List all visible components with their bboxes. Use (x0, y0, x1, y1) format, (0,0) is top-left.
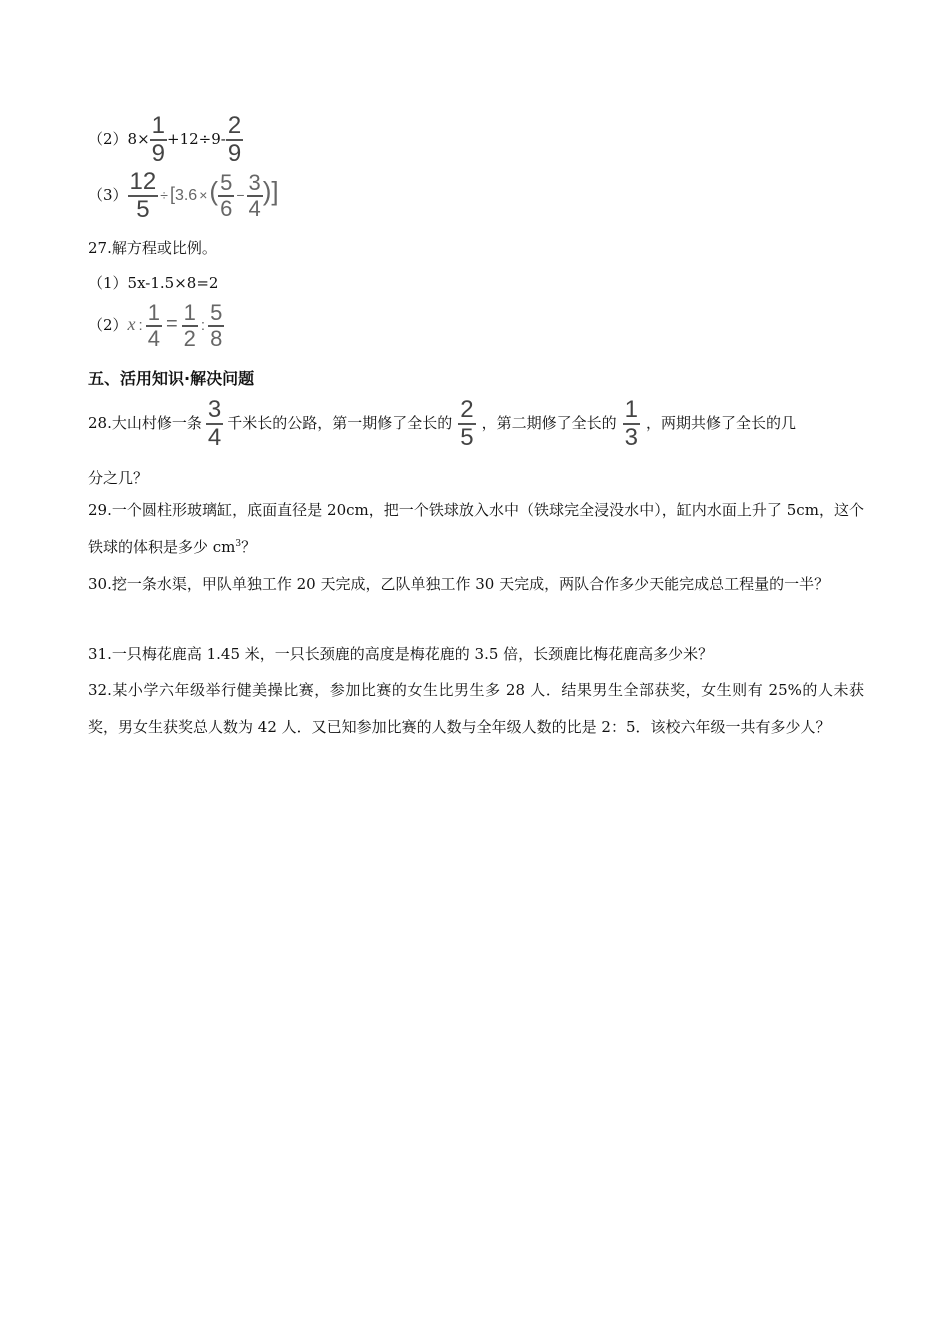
fraction (218, 172, 234, 220)
ratio-colon: : (200, 317, 206, 334)
q28-line1 (88, 398, 796, 450)
item-number: （2） (88, 130, 128, 148)
numerator: 1 (624, 396, 638, 423)
item-number: （2） (88, 316, 128, 334)
numerator: 5 (220, 170, 233, 195)
expression-text: +12÷9- (167, 130, 226, 148)
denominator: 8 (210, 326, 223, 351)
question-text: ？ (241, 538, 257, 556)
denominator: 4 (248, 196, 261, 221)
question-text: ，第二期修了全长的 (481, 414, 617, 432)
numerator: 3 (248, 170, 261, 195)
question-text: 29.一个圆柱形玻璃缸，底面直径是 20cm，把一个铁球放入水中（铁球完全浸没水中），缸内水面上升了 5cm，这个铁球的体积是多少 cm (88, 501, 864, 556)
denominator: 4 (207, 424, 222, 451)
q31: 31.一只梅花鹿高 1.45 米，一只长颈鹿的高度是梅花鹿的 3.5 倍，长颈鹿比梅花鹿高多少米？ (88, 645, 714, 663)
q26-part2 (88, 114, 243, 166)
operator: ÷ (160, 187, 168, 203)
q27-part1: （1）5x-1.5×8=2 (88, 274, 219, 292)
numerator: 1 (183, 300, 196, 325)
q26-part3 (88, 170, 279, 222)
denominator: 2 (183, 326, 196, 351)
fraction (146, 302, 162, 350)
q30: 30.挖一条水渠，甲队单独工作 20 天完成，乙队单独工作 30 天完成，两队合作多少天能完成总工程量的一半？ (88, 575, 830, 593)
fraction (458, 398, 475, 450)
q32: 32.某小学六年级举行健美操比赛，参加比赛的女生比男生多 28 人．结果男生全部获奖，女生则有 25%的人未获奖，男女生获奖总人数为 42 人．又已知参加比赛的人数与全年级人数的比是 2：5．该校六年级一共有多少人？ (88, 681, 864, 736)
operator: − (236, 187, 245, 203)
q28-line2: 分之几？ (88, 469, 149, 487)
denominator: 9 (151, 140, 166, 167)
equals-sign: = (165, 313, 178, 335)
fraction (128, 170, 159, 222)
denominator: 6 (220, 196, 233, 221)
fraction (623, 398, 640, 450)
fraction (206, 398, 223, 450)
fraction (182, 302, 198, 350)
closing-brackets: )] (262, 176, 279, 206)
question-text: 28.大山村修一条 (88, 414, 202, 432)
numerator: 1 (151, 112, 166, 139)
operator: × (199, 187, 208, 203)
question-text: 千米长的公路，第一期修了全长的 (227, 414, 453, 432)
numerator: 3 (207, 396, 222, 423)
denominator: 4 (147, 326, 160, 351)
numerator: 5 (210, 300, 223, 325)
fraction (226, 114, 243, 166)
question-text: ，两期共修了全长的几 (645, 414, 796, 432)
decimal-number: 3.6 (174, 187, 198, 204)
denominator: 5 (460, 424, 474, 451)
expression-text: 8× (127, 130, 150, 148)
parenthesis: ( (209, 176, 219, 206)
section-heading: 五、活用知识·解决问题 (88, 369, 255, 388)
denominator: 9 (227, 140, 242, 167)
fraction (150, 114, 167, 166)
numerator: 12 (129, 168, 157, 195)
bracket: [ (169, 184, 175, 204)
q29 (88, 492, 864, 566)
fraction (247, 172, 263, 220)
numerator: 2 (227, 112, 242, 139)
variable-x: x (127, 314, 136, 334)
superscript: 3 (235, 539, 242, 549)
q27-title: 27.解方程或比例。 (88, 239, 217, 257)
numerator: 1 (147, 300, 160, 325)
denominator: 3 (624, 424, 638, 451)
denominator: 5 (136, 196, 150, 223)
fraction (208, 302, 224, 350)
item-number: （3） (88, 186, 128, 204)
ratio-colon: : (138, 317, 143, 334)
numerator: 2 (460, 396, 474, 423)
q27-part2 (88, 302, 224, 350)
